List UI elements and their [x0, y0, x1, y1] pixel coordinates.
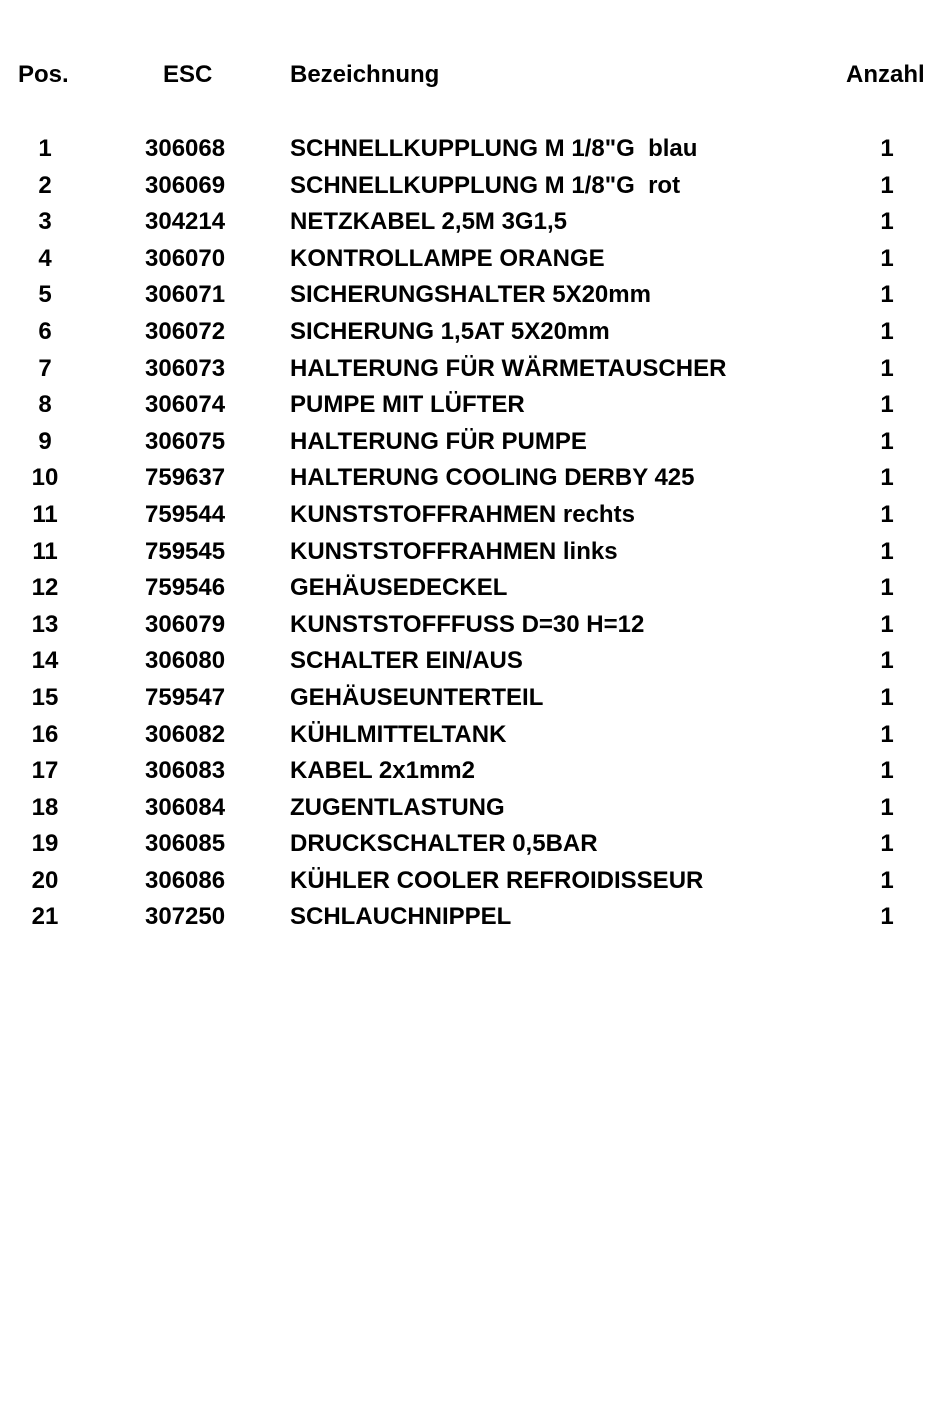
row-description: PUMPE MIT LÜFTER [290, 391, 525, 419]
table-row [0, 277, 950, 314]
row-pos: 3 [38, 208, 52, 236]
table-row [0, 607, 950, 644]
row-esc: 759546 [145, 574, 226, 602]
row-description: SCHNELLKUPPLUNG M 1/8"G blau [290, 135, 698, 162]
row-esc: 304214 [145, 208, 226, 236]
table-row [0, 314, 950, 351]
row-esc: 306072 [145, 317, 226, 345]
row-description: KUNSTSTOFFRAHMEN rechts [290, 500, 635, 528]
row-esc: 306086 [145, 866, 226, 894]
row-pos: 9 [38, 427, 52, 455]
table-row [0, 863, 950, 900]
parts-table-body [0, 131, 950, 936]
row-esc: 306075 [145, 427, 226, 455]
row-esc: 759545 [145, 537, 226, 565]
row-pos: 15 [31, 683, 59, 711]
table-row [0, 424, 950, 461]
row-description: SICHERUNGSHALTER 5X20mm [290, 281, 651, 309]
row-pos: 12 [31, 574, 59, 602]
row-esc: 306070 [145, 244, 226, 272]
row-description: NETZKABEL 2,5M 3G1,5 [290, 208, 567, 236]
row-quantity: 1 [880, 830, 894, 858]
row-quantity: 1 [880, 866, 894, 894]
row-quantity: 1 [880, 391, 894, 419]
row-quantity: 1 [880, 244, 894, 272]
table-row [0, 497, 950, 534]
row-description: KUNSTSTOFFFUSS D=30 H=12 [290, 610, 645, 638]
table-row [0, 168, 950, 205]
row-description: HALTERUNG FÜR WÄRMETAUSCHER [290, 354, 727, 382]
row-quantity: 1 [880, 317, 894, 345]
row-pos: 14 [31, 647, 59, 675]
row-esc: 306079 [145, 610, 226, 638]
table-row [0, 717, 950, 754]
row-esc: 306085 [145, 830, 226, 858]
header-pos: Pos. [18, 61, 69, 88]
row-description: KONTROLLAMPE ORANGE [290, 244, 605, 272]
row-quantity: 1 [880, 464, 894, 492]
row-quantity: 1 [880, 427, 894, 455]
row-pos: 7 [38, 354, 52, 382]
table-row [0, 570, 950, 607]
row-description: SCHNELLKUPPLUNG M 1/8"G rot [290, 171, 681, 199]
row-pos: 10 [31, 464, 59, 492]
row-description: GEHÄUSEDECKEL [290, 574, 508, 602]
row-quantity: 1 [880, 793, 894, 821]
row-quantity: 1 [880, 647, 894, 675]
row-esc: 306083 [145, 757, 226, 785]
row-esc: 306068 [145, 135, 226, 162]
row-esc: 759544 [145, 500, 226, 528]
row-pos: 11 [32, 500, 58, 528]
table-row [0, 826, 950, 863]
table-row [0, 204, 950, 241]
row-quantity: 1 [880, 208, 894, 236]
table-row [0, 534, 950, 571]
table-row [0, 131, 950, 168]
parts-table-header [0, 58, 950, 92]
row-pos: 18 [31, 793, 59, 821]
table-row [0, 899, 950, 936]
row-quantity: 1 [880, 171, 894, 199]
row-quantity: 1 [880, 683, 894, 711]
row-description: KUNSTSTOFFRAHMEN links [290, 537, 618, 565]
row-pos: 6 [38, 317, 52, 345]
row-pos: 19 [31, 830, 59, 858]
table-row [0, 753, 950, 790]
row-description: KABEL 2x1mm2 [290, 757, 475, 785]
row-quantity: 1 [880, 500, 894, 528]
row-pos: 2 [38, 171, 52, 199]
row-esc: 306074 [145, 391, 226, 419]
row-esc: 306071 [145, 281, 226, 309]
row-pos: 8 [38, 391, 52, 419]
row-quantity: 1 [880, 757, 894, 785]
table-row [0, 387, 950, 424]
table-row [0, 643, 950, 680]
table-row [0, 241, 950, 278]
row-description: ZUGENTLASTUNG [290, 793, 505, 821]
row-pos: 1 [38, 135, 52, 162]
row-quantity: 1 [880, 720, 894, 748]
row-description: HALTERUNG COOLING DERBY 425 [290, 464, 695, 492]
row-esc: 306080 [145, 647, 226, 675]
row-description: HALTERUNG FÜR PUMPE [290, 427, 587, 455]
row-description: SCHLAUCHNIPPEL [290, 903, 512, 931]
row-description: DRUCKSCHALTER 0,5BAR [290, 830, 598, 858]
row-esc: 307250 [145, 903, 226, 931]
header-esc: ESC [163, 61, 213, 88]
row-pos: 5 [38, 281, 52, 309]
table-row [0, 460, 950, 497]
row-pos: 21 [31, 903, 59, 931]
row-esc: 306084 [145, 793, 226, 821]
row-description: KÜHLER COOLER REFROIDISSEUR [290, 866, 704, 894]
table-row [0, 790, 950, 827]
row-esc: 759637 [145, 464, 226, 492]
row-esc: 306073 [145, 354, 226, 382]
row-description: GEHÄUSEUNTERTEIL [290, 683, 544, 711]
row-description: SCHALTER EIN/AUS [290, 647, 523, 675]
row-esc: 306082 [145, 720, 226, 748]
row-pos: 16 [31, 720, 59, 748]
row-description: KÜHLMITTELTANK [290, 720, 507, 748]
row-quantity: 1 [880, 135, 894, 162]
row-quantity: 1 [880, 574, 894, 602]
row-quantity: 1 [880, 903, 894, 931]
row-esc: 306069 [145, 171, 226, 199]
row-quantity: 1 [880, 610, 894, 638]
row-pos: 13 [31, 610, 59, 638]
row-quantity: 1 [880, 537, 894, 565]
row-pos: 17 [31, 757, 59, 785]
row-quantity: 1 [880, 281, 894, 309]
header-quantity: Anzahl [846, 61, 925, 88]
row-pos: 20 [31, 866, 59, 894]
row-quantity: 1 [880, 354, 894, 382]
row-pos: 11 [32, 537, 58, 565]
header-description: Bezeichnung [290, 61, 440, 88]
table-row [0, 351, 950, 388]
table-row [0, 680, 950, 717]
row-description: SICHERUNG 1,5AT 5X20mm [290, 317, 610, 345]
row-esc: 759547 [145, 683, 226, 711]
row-pos: 4 [38, 244, 52, 272]
